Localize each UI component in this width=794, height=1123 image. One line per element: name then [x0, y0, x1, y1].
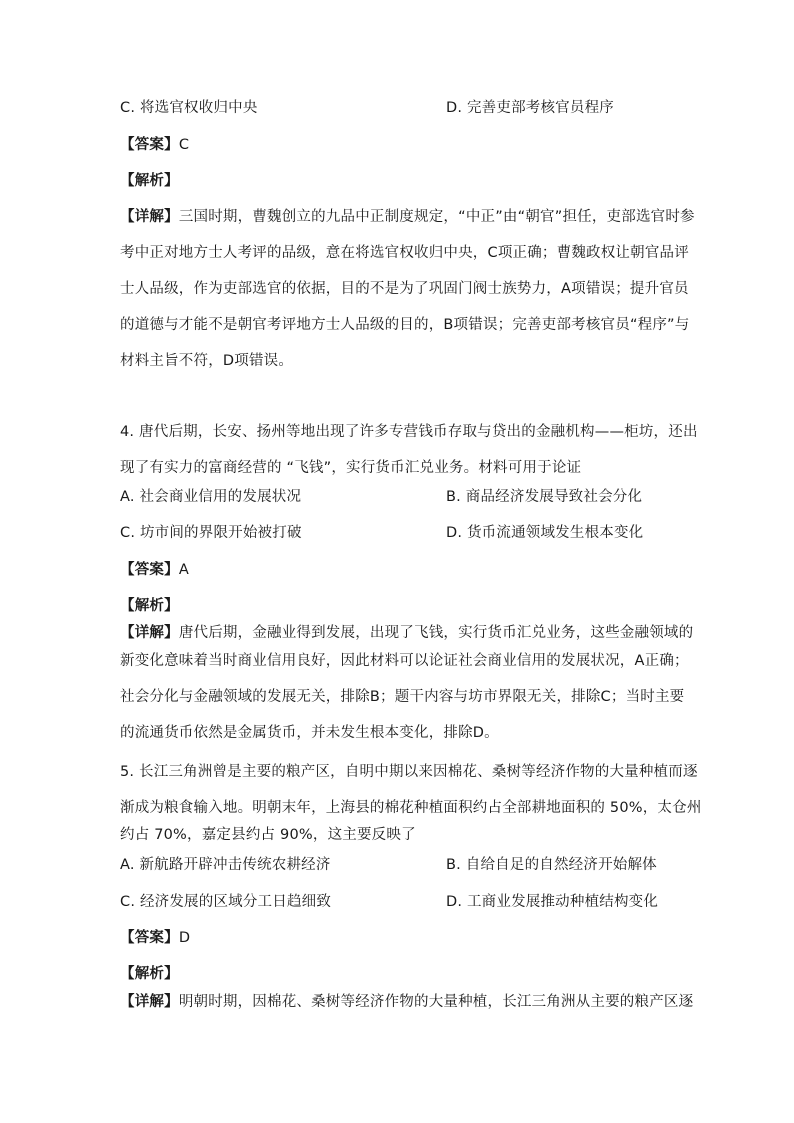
- q5-option-c: C. 经济发展的区域分工日趋细致: [120, 894, 332, 910]
- q5-detail: [120, 992, 693, 1012]
- q5-answer: [120, 928, 190, 948]
- detail-line: 考中正对地方士人考评的品级，意在将选官权收归中央，C项正确；曹魏政权让朝官品评: [120, 245, 689, 261]
- q3-option-c: C. 将选官权收归中央: [120, 100, 258, 116]
- q4-detail: [120, 623, 694, 759]
- answer-label: 【答案】: [120, 562, 179, 578]
- q4-stem: [120, 422, 698, 484]
- q5-analysis-title: 【解析】: [120, 966, 179, 982]
- q5-option-a: A. 新航路开辟冲击传统农耕经济: [120, 857, 331, 873]
- detail-line: 士人品级，作为吏部选官的依据，目的不是为了巩固门阀士族势力，A项错误；提升官员: [120, 281, 689, 297]
- detail-line: 三国时期，曹魏创立的九品中正制度规定，“中正”由“朝官”担任，吏部选官时参: [178, 209, 695, 225]
- detail-label: 【详解】: [120, 994, 179, 1010]
- q3-option-d: D. 完善吏部考核官员程序: [446, 100, 614, 116]
- q4-analysis-title: 【解析】: [120, 598, 179, 614]
- detail-line: 社会分化与金融领域的发展无关，排除B；题干内容与坊市界限无关，排除C；当时主要: [120, 689, 685, 705]
- detail-line: 材料主旨不符，D项错误。: [120, 353, 294, 369]
- detail-line: 明朝时期，因棉花、桑树等经济作物的大量种植，长江三角洲从主要的粮产区逐: [178, 994, 694, 1010]
- stem-line: 5. 长江三角洲曾是主要的粮产区，自明中期以来因棉花、桑树等经济作物的大量种植而逐: [120, 764, 698, 780]
- q4-option-d: D. 货币流通领域发生根本变化: [446, 525, 644, 541]
- q4-option-a: A. 社会商业信用的发展状况: [120, 489, 302, 505]
- stem-line: 约占 70%，嘉定县约占 90%，这主要反映了: [120, 827, 416, 843]
- stem-line: 现了有实力的富商经营的 “飞钱”，实行货币汇兑业务。材料可用于论证: [120, 460, 582, 476]
- detail-line: 的道德与才能不是朝官考评地方士人品级的目的，B项错误；完善吏部考核官员“程序”与: [120, 317, 690, 333]
- answer-value: D: [178, 930, 191, 946]
- detail-label: 【详解】: [120, 209, 179, 225]
- q5-option-b: B. 自给自足的自然经济开始解体: [446, 857, 657, 873]
- q5-option-d: D. 工商业发展推动种植结构变化: [446, 894, 659, 910]
- q4-option-c: C. 坊市间的界限开始被打破: [120, 525, 302, 541]
- detail-line: 新变化意味着当时商业信用良好，因此材料可以论证社会商业信用的发展状况，A正确；: [120, 653, 689, 669]
- q3-detail: [120, 207, 695, 387]
- q4-option-b: B. 商品经济发展导致社会分化: [446, 489, 643, 505]
- answer-value: C: [178, 137, 190, 153]
- q5-stem: [120, 762, 702, 861]
- answer-value: A: [178, 562, 189, 578]
- answer-label: 【答案】: [120, 930, 179, 946]
- q3-analysis-title: 【解析】: [120, 173, 179, 189]
- q4-answer: [120, 560, 189, 580]
- detail-line: 的流通货币依然是金属货币，并未发生根本变化，排除D。: [120, 725, 499, 741]
- stem-line: 渐成为粮食输入地。明朝末年，上海县的棉花种植面积约占全部耕地面积的 50%，太仓州: [120, 800, 702, 816]
- detail-label: 【详解】: [120, 625, 179, 641]
- detail-line: 唐代后期，金融业得到发展，出现了飞钱，实行货币汇兑业务，这些金融领域的: [178, 625, 694, 641]
- answer-label: 【答案】: [120, 137, 179, 153]
- q3-answer: [120, 135, 189, 155]
- stem-line: 4. 唐代后期，长安、扬州等地出现了许多专营钱币存取与贷出的金融机构——柜坊，还出: [120, 424, 698, 440]
